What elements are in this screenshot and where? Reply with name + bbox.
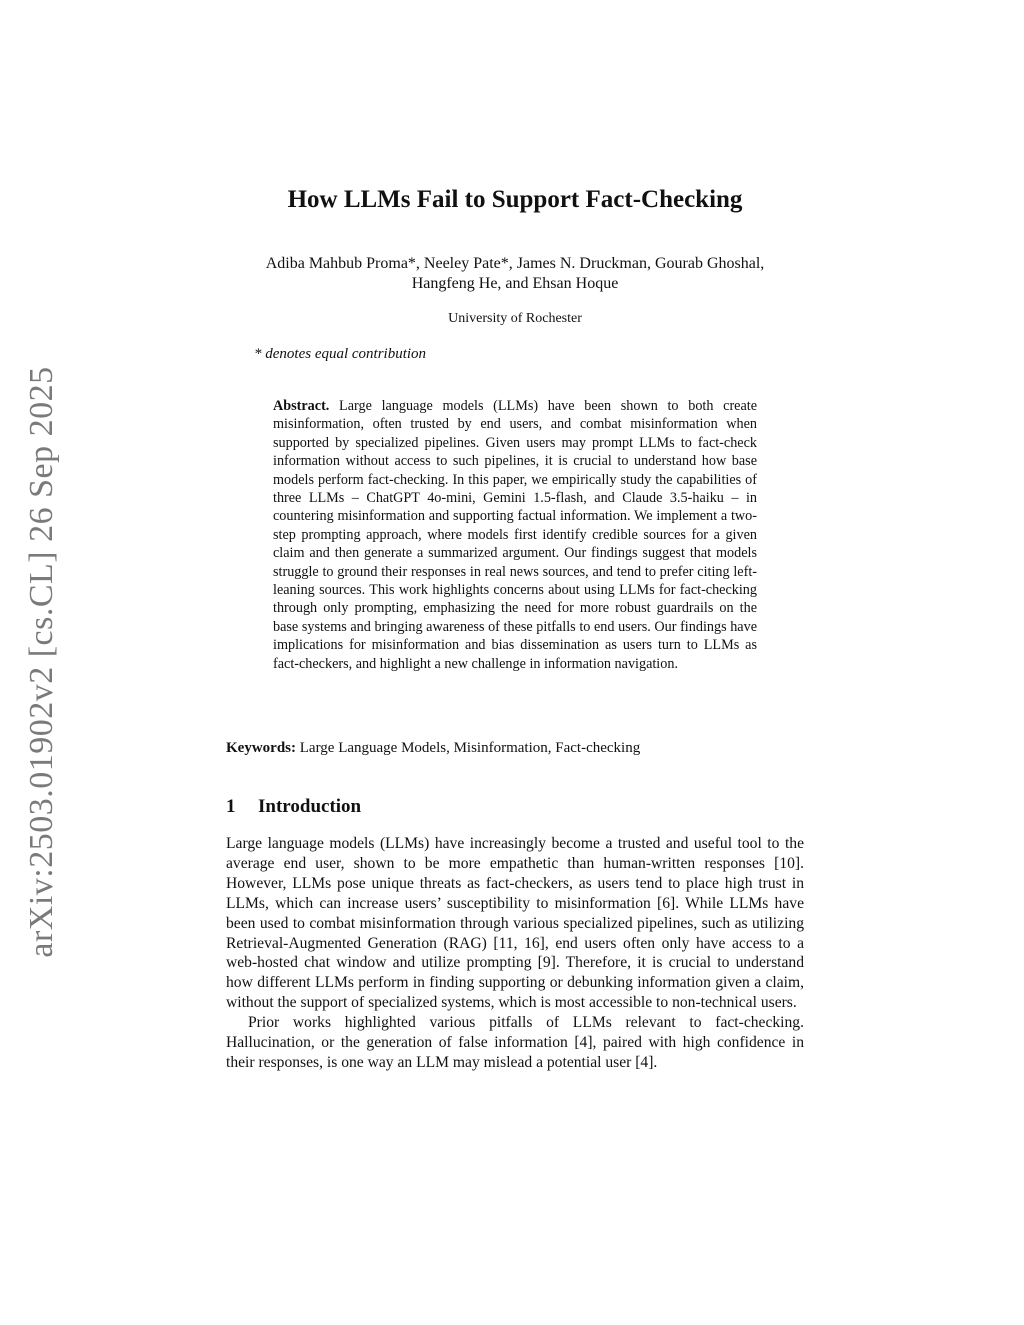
authors-line-1: Adiba Mahbub Proma*, Neeley Pate*, James N. Druckman, Gourab Ghoshal, — [265, 255, 765, 272]
author-list — [220, 254, 810, 294]
paragraph: Large language models (LLMs) have increasingly become a trusted and useful tool to the average end user, shown to be more empathetic than human-written responses [10]. However, LLMs pose unique threats as fact-checkers, as users tend to place high trust in LLMs, which can increase users’ susceptibility to misinformation [6]. While LLMs have been used to combat misinformation through various specialized pipelines, such as utilizing Retrieval-Augmented Generation (RAG) [11, 16], end users often only have access to a web-hosted chat window and utilize prompting [9]. Therefore, it is crucial to understand how different LLMs perform in finding supporting or debunking information given a claim, without the support of specialized systems, which is most accessible to non-technical users. — [226, 835, 804, 1012]
section-title: Introduction — [258, 796, 362, 817]
keywords-text: Large Language Models, Misinformation, Fact-checking — [299, 740, 641, 756]
authors-line-2: Hangfeng He, and Ehsan Hoque — [411, 275, 619, 292]
introduction-body — [226, 834, 804, 1073]
section-number: 1 — [226, 796, 236, 817]
paragraph: Prior works highlighted various pitfalls of LLMs relevant to fact-checking. Hallucination, or the generation of false information [4], paired with high confidence in their responses, is one way an LLM may mislead a potential user [4]. — [226, 1014, 804, 1071]
section-heading-introduction — [226, 796, 361, 818]
abstract-label: Abstract. — [273, 398, 330, 414]
keywords-label: Keywords: — [226, 740, 296, 756]
abstract-text: Large language models (LLMs) have been shown to both create misinformation, often trusted by end users, and combat misinformation when supported by specialized pipelines. Given users may prompt LLMs to fact-check information without access to such pipelines, it is crucial to understand how base models perform fact-checking. In this paper, we empirically study the capabilities of three LLMs – ChatGPT 4o-mini, Gemini 1.5-flash, and Claude 3.5-haiku – in countering misinformation and supporting factual information. We implement a two-step prompting approach, where models first identify credible sources for a given claim and then generate a summarized argument. Our findings suggest that models struggle to ground their responses in real news sources, and tend to prefer citing left-leaning sources. This work highlights concerns about using LLMs for fact-checking through only prompting, emphasizing the need for more robust guardrails on the base systems and bringing awareness of these pitfalls to end users. Our findings have implications for misinformation and bias dissemination as users turn to LLMs as fact-checkers, and highlight a new challenge in information navigation. — [273, 398, 758, 672]
equal-contribution-note: * denotes equal contribution — [254, 346, 427, 362]
arxiv-identifier: arXiv:2503.01902v2 [cs.CL] 26 Sep 2025 — [23, 366, 60, 958]
abstract — [273, 397, 757, 673]
paper-title: How LLMs Fail to Support Fact-Checking — [287, 186, 743, 213]
keywords — [226, 740, 804, 757]
affiliation: University of Rochester — [448, 311, 582, 326]
